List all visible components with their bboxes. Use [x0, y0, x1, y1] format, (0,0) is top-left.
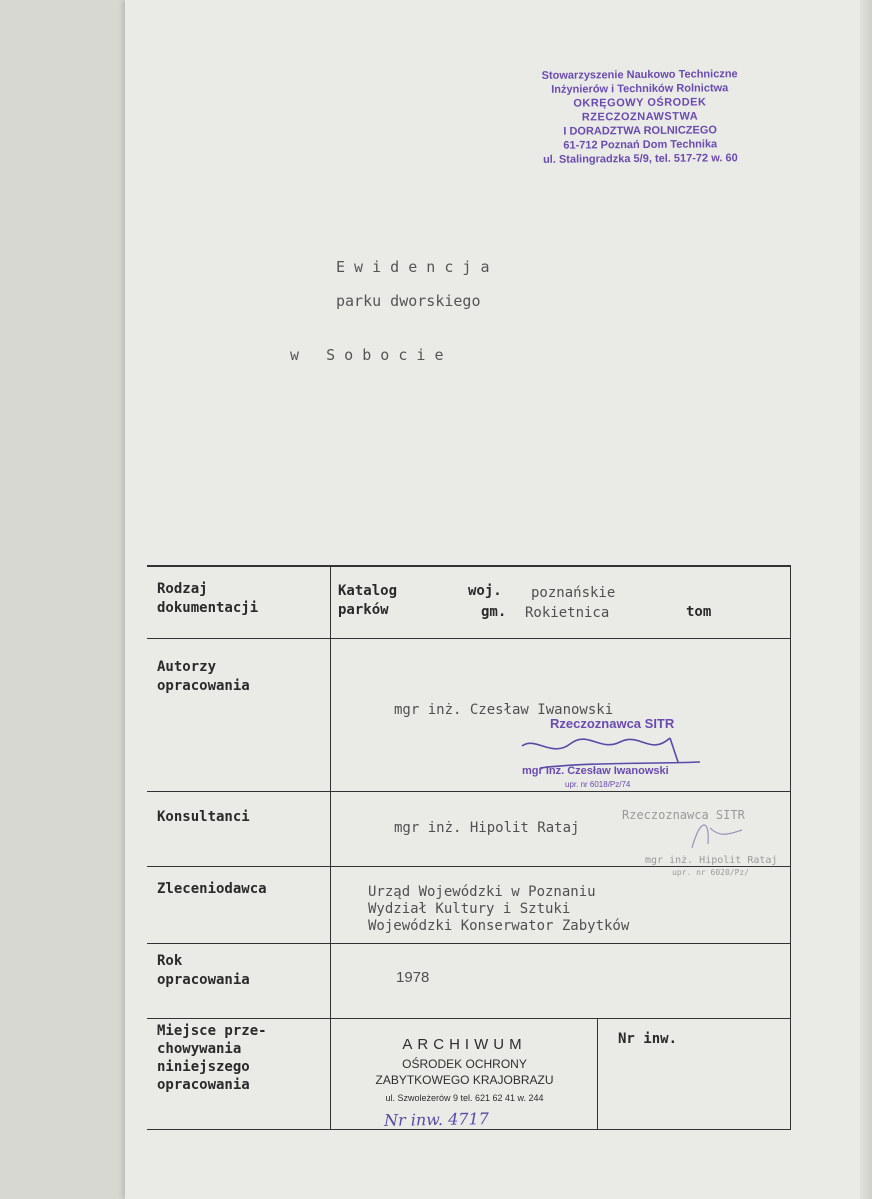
label-tom: tom — [686, 604, 712, 620]
handwritten-inventory-number: Nr inw. 4717 — [383, 1109, 490, 1130]
value-rok: 1978 — [396, 969, 430, 986]
stamp-line: I DORADZTWA ROLNICZEGO — [563, 124, 717, 138]
stamp-line: Inżynierów i Techników Rolnictwa — [551, 82, 729, 96]
label-katalog: Katalog parków — [338, 583, 398, 618]
stamp-line: ul. Stalingradzka 5/9, tel. 517-72 w. 60 — [543, 152, 738, 166]
label-zleceniodawca: Zleceniodawca — [157, 881, 267, 897]
value-zleceniodawca: Urząd Wojewódzki w Poznaniu Wydział Kultury i Sztuki Wojewódzki Konserwator Zabytków — [368, 884, 630, 934]
expert2-stamp-number: upr. nr 6020/Pz/ — [672, 868, 750, 877]
value-woj: poznańskie — [531, 585, 616, 601]
value-konsultanci: mgr inż. Hipolit Rataj — [394, 820, 580, 836]
label-miejsce: Miejsce prze- chowywania niniejszego opracowania — [157, 1023, 267, 1093]
expert-stamp-number: upr. nr 6018/Pz/74 — [565, 780, 631, 789]
label-gm: gm. — [481, 604, 507, 620]
value-gm: Rokietnica — [525, 605, 610, 621]
document-subtitle: parku dworskiego — [336, 292, 481, 310]
document-location: w S o b o c i e — [290, 346, 444, 364]
expert2-stamp-name: mgr inż. Hipolit Rataj — [645, 855, 778, 866]
page-edge — [860, 0, 872, 1199]
archive-title: ARCHIWUM — [402, 1036, 527, 1053]
archive-stamp — [352, 1036, 577, 1105]
expert-stamp-name: mgr inż. Czesław Iwanowski — [522, 765, 669, 777]
value-autorzy: mgr inż. Czesław Iwanowski — [394, 702, 614, 718]
stamp-line: 61-712 Poznań Dom Technika — [563, 138, 718, 152]
label-autorzy: Autorzy opracowania — [157, 659, 250, 694]
label-rodzaj: Rodzaj dokumentacji — [157, 581, 259, 616]
signature-rataj — [680, 808, 750, 858]
stamp-line: OKRĘGOWY OŚRODEK RZECZOZNAWSTWA — [573, 96, 707, 124]
archive-line1: OŚRODEK OCHRONY — [402, 1057, 527, 1071]
archive-line2: ZABYTKOWEGO KRAJOBRAZU — [375, 1073, 554, 1087]
label-woj: woj. — [468, 583, 502, 599]
expert2-stamp-title: Rzeczoznawca SITR — [622, 808, 745, 822]
organization-stamp — [530, 67, 751, 167]
expert-stamp-title: Rzeczoznawca SITR — [550, 716, 675, 731]
archive-address: ul. Szwoleżerów 9 tel. 621 62 41 w. 244 — [385, 1093, 544, 1103]
label-konsultanci: Konsultanci — [157, 809, 250, 825]
stamp-line: Stowarzyszenie Naukowo Techniczne — [541, 68, 738, 82]
label-rok: Rok opracowania — [157, 953, 250, 988]
label-nr-inw: Nr inw. — [618, 1031, 678, 1047]
document-title: E w i d e n c j a — [336, 258, 490, 276]
